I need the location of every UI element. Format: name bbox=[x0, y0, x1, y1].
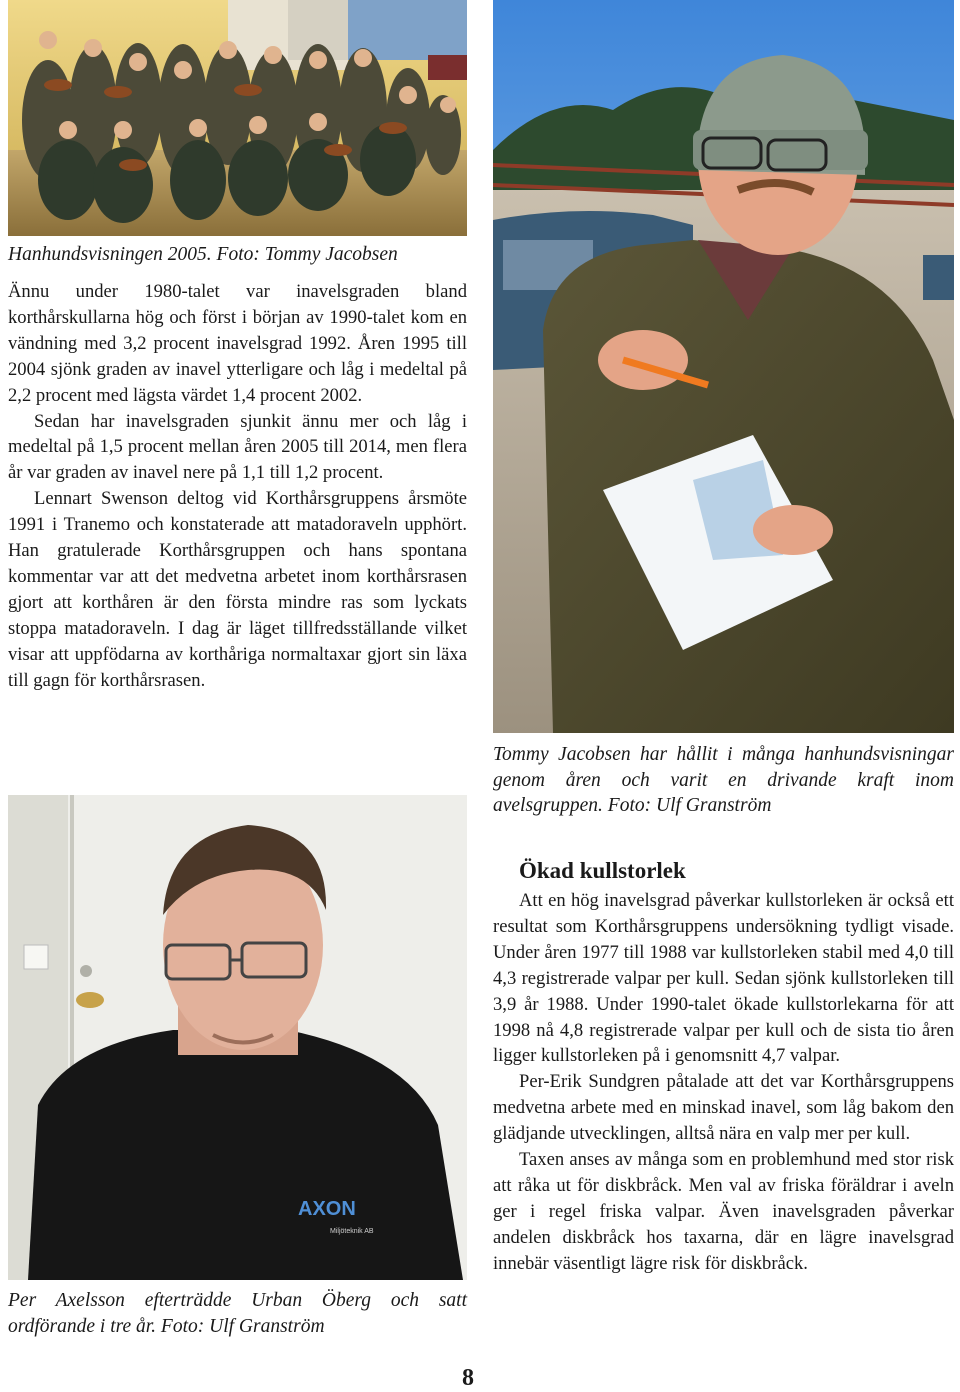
paragraph: Sedan har inavelsgraden sjunkit ännu mer och låg i medeltal på 1,5 procent mellan åren 2005 till 2014, men flera år var graden av inavel nere på 1,1 till 1,2 procent. bbox=[8, 410, 467, 484]
paragraph: Per-Erik Sundgren påtalade att det var Korthårsgruppens medvetna arbete med en minskad inavel, som låg bakom den glädjande utvecklingen, alltså nära en valp mer per kull. bbox=[493, 1071, 954, 1145]
axon-logo-subtext: Miljöteknik AB bbox=[330, 1228, 374, 1235]
section-heading: Ökad kullstorlek bbox=[519, 858, 686, 883]
paragraph: Lennart Swenson deltog vid Korthårsgruppens årsmöte 1991 i Tranemo och konstaterade att matadoraveln upphört. Han gratulerade Korthårsgruppen och hans spontana kommentar var att det medvetna arbetet inom korthårsrasen gjort att korthåren är den första mindre ras som lyckats stoppa matadoraveln. I dag är läget tillfredsställande vilket visar att uppfödarna av korthåriga normaltaxar gjort sin läxa till gagn för korthårsrasen. bbox=[8, 488, 467, 691]
paragraph: Ännu under 1980-talet var inavelsgraden bland korthårskullarna hög och först i början av 1990-talet kom en vändning med 3,2 procent inavelsgrad 1992. Åren 1995 till 2004 sjönk graden av inavel ytterligare och låg i medeltal på 2,2 procent med lägsta värdet 1,4 procent 2002. bbox=[8, 281, 467, 406]
paragraph: Taxen anses av många som en problemhund med stor risk att råka ut för diskbråck. Men val av friska föräldrar i aveln ger i regel friska valpar. Även inavelsgraden påverkar andelen diskbråck hos taxarna, där en lägre inavelsgrad innebär väsentligt lägre risk för diskbråck. bbox=[493, 1149, 954, 1274]
paragraph: Att en hög inavelsgrad påverkar kullstorleken är också ett resultat som Korthårsgruppens undersökning tydligt visade. Under åren 1977 till 1988 var kullstorleken stabil med 4,0 till 4,3 registrerade valpar per kull. Sedan sjönk kullstorleken till 3,9 år 1988. Under 1990-talet ökade kullstorlekarna för att 1998 nå 4,8 registrerade valpar per kull och de sista tio åren ligger kullstorleken på i genomsnitt 4,7 valpar. bbox=[493, 890, 954, 1067]
group-photo bbox=[8, 0, 467, 236]
group-photo-caption: Hanhundsvisningen 2005. Foto: Tommy Jacobsen bbox=[8, 244, 398, 265]
portrait-photo-icon bbox=[493, 0, 954, 733]
per-photo-caption: Per Axelsson efterträdde Urban Öberg och satt ordförande i tre år. Foto: Ulf Granström bbox=[8, 1290, 467, 1337]
page-number: 8 bbox=[462, 1365, 474, 1391]
group-photo-icon bbox=[8, 0, 467, 236]
per-photo bbox=[8, 795, 467, 1280]
axon-logo-text: AXON bbox=[298, 1198, 356, 1220]
right-column-text bbox=[493, 888, 954, 1277]
left-column-text bbox=[8, 279, 467, 694]
tommy-photo-caption: Tommy Jacobsen har hållit i många hanhundsvisningar genom åren och varit en drivande kraft inom avelsgruppen. Foto: Ulf Granström bbox=[493, 744, 954, 816]
tommy-photo bbox=[493, 0, 954, 733]
portrait-photo-icon bbox=[8, 795, 467, 1280]
